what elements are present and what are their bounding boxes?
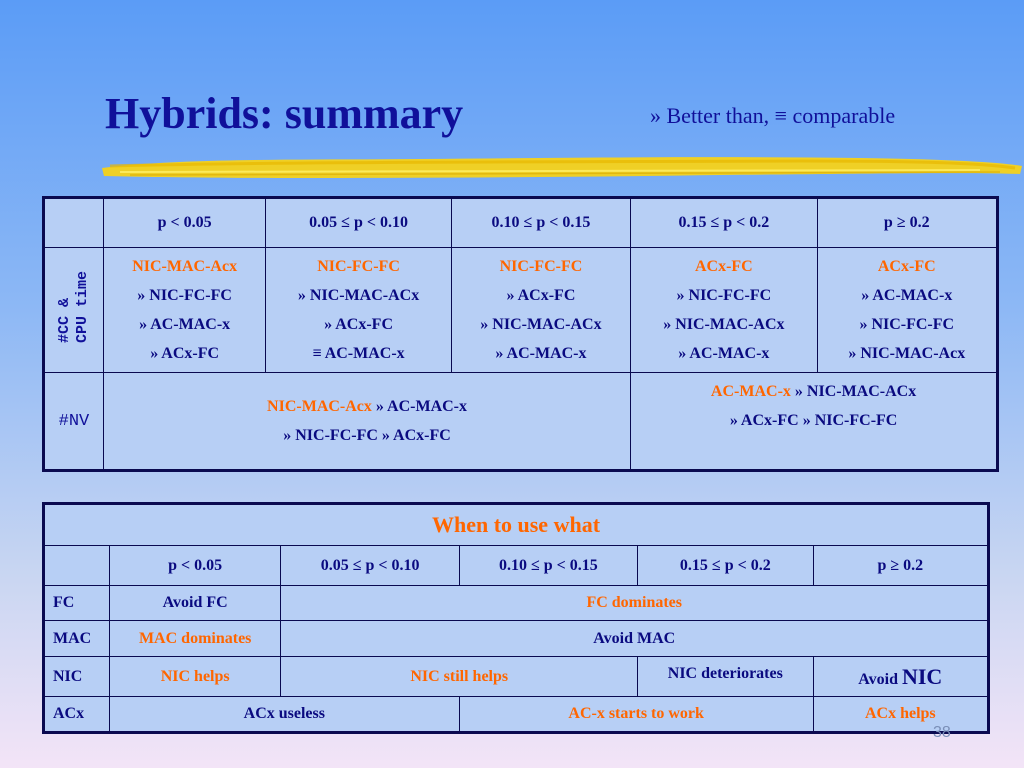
header-cell: 0.15 ≤ p < 0.2 — [631, 198, 817, 248]
cell-line: » NIC-MAC-ACx — [663, 316, 785, 333]
row-label-fc: FC — [44, 586, 110, 621]
slide-title: Hybrids: summary — [105, 89, 464, 138]
cell-line: » NIC-FC-FC » ACx-FC — [283, 427, 451, 444]
row-label-nic: NIC — [44, 657, 110, 697]
header-cell: p ≥ 0.2 — [813, 546, 988, 586]
header-cell: 0.05 ≤ p < 0.10 — [281, 546, 459, 586]
header-cell: p < 0.05 — [109, 546, 281, 586]
header-cell: p < 0.05 — [103, 198, 265, 248]
cell-text-orange: NIC-MAC-Acx — [267, 398, 372, 415]
summary-cell — [451, 248, 630, 373]
cell-line: ACx-FC — [694, 258, 753, 275]
header-cell: 0.15 ≤ p < 0.2 — [638, 546, 814, 586]
highlighter-stroke-decoration — [100, 150, 1024, 186]
cell-line: NIC-FC-FC — [317, 258, 400, 275]
cell-line: » NIC-FC-FC — [676, 287, 772, 304]
cell-line: » NIC-FC-FC — [137, 287, 232, 304]
cell-text: » AC-MAC-x — [371, 398, 467, 415]
corner-cell — [44, 546, 110, 586]
cell-line: ACx-FC — [877, 258, 936, 275]
row-label-cc-cpu — [44, 248, 104, 373]
row-label-line: #CC & — [55, 298, 73, 344]
summary-cell — [266, 248, 451, 373]
cell-line: » NIC-MAC-Acx — [848, 345, 966, 362]
nic-cell: NIC deteriorates — [638, 657, 814, 697]
cell-text: Avoid — [858, 670, 902, 688]
fc-cell: Avoid FC — [109, 586, 281, 621]
cell-line: NIC-FC-FC — [499, 258, 583, 275]
page-number: 38 — [933, 724, 951, 741]
cell-line: NIC-MAC-Acx — [132, 258, 238, 275]
legend-text: » Better than, ≡ comparable — [650, 103, 896, 128]
nic-cell: NIC helps — [109, 657, 281, 697]
when-to-use-table — [42, 502, 990, 734]
acx-cell: ACx useless — [109, 697, 459, 733]
hybrids-summary-table — [42, 196, 999, 472]
cell-line: ≡ AC-MAC-x — [312, 345, 405, 362]
mac-cell: MAC dominates — [109, 621, 281, 657]
summary-cell — [631, 248, 817, 373]
fc-cell: FC dominates — [281, 586, 989, 621]
row-label-vertical-text — [56, 271, 92, 343]
nv-cell-low-p — [103, 373, 630, 471]
cell-line: » ACx-FC » NIC-FC-FC — [729, 412, 898, 429]
nv-cell-high-p — [631, 373, 998, 471]
header-cell: 0.05 ≤ p < 0.10 — [266, 198, 451, 248]
cell-line: » NIC-FC-FC — [859, 316, 955, 333]
cell-line: » AC-MAC-x — [678, 345, 770, 362]
acx-cell: AC-x starts to work — [459, 697, 813, 733]
cell-line: » ACx-FC — [506, 287, 576, 304]
nic-cell — [813, 657, 988, 697]
row-label-mac: MAC — [44, 621, 110, 657]
summary-cell — [103, 248, 265, 373]
nic-cell: NIC still helps — [281, 657, 638, 697]
cell-line: » ACx-FC — [150, 345, 220, 362]
header-cell: 0.10 ≤ p < 0.15 — [451, 198, 630, 248]
row-label-text: #NV — [58, 411, 90, 431]
mac-cell: Avoid MAC — [281, 621, 989, 657]
cell-line: » AC-MAC-x — [495, 345, 587, 362]
summary-cell — [817, 248, 997, 373]
row-label-acx: ACx — [44, 697, 110, 733]
cell-text-large: NIC — [901, 663, 943, 689]
corner-cell — [44, 198, 104, 248]
acx-cell: ACx helps — [813, 697, 988, 733]
cell-text-orange: AC-MAC-x — [710, 383, 791, 400]
cell-line — [631, 377, 996, 406]
row-label-line: CPU time — [73, 271, 91, 344]
row-label-nv — [44, 373, 104, 471]
header-cell: p ≥ 0.2 — [817, 198, 997, 248]
cell-line: » NIC-MAC-ACx — [297, 287, 420, 304]
cell-line: » AC-MAC-x — [139, 316, 231, 333]
header-cell: 0.10 ≤ p < 0.15 — [459, 546, 637, 586]
cell-text: » NIC-MAC-ACx — [790, 383, 917, 400]
cell-line — [104, 392, 630, 421]
table-title: When to use what — [44, 504, 989, 546]
cell-line: » ACx-FC — [324, 316, 393, 333]
cell-line: » NIC-MAC-ACx — [480, 316, 602, 333]
cell-line: » AC-MAC-x — [861, 287, 953, 304]
